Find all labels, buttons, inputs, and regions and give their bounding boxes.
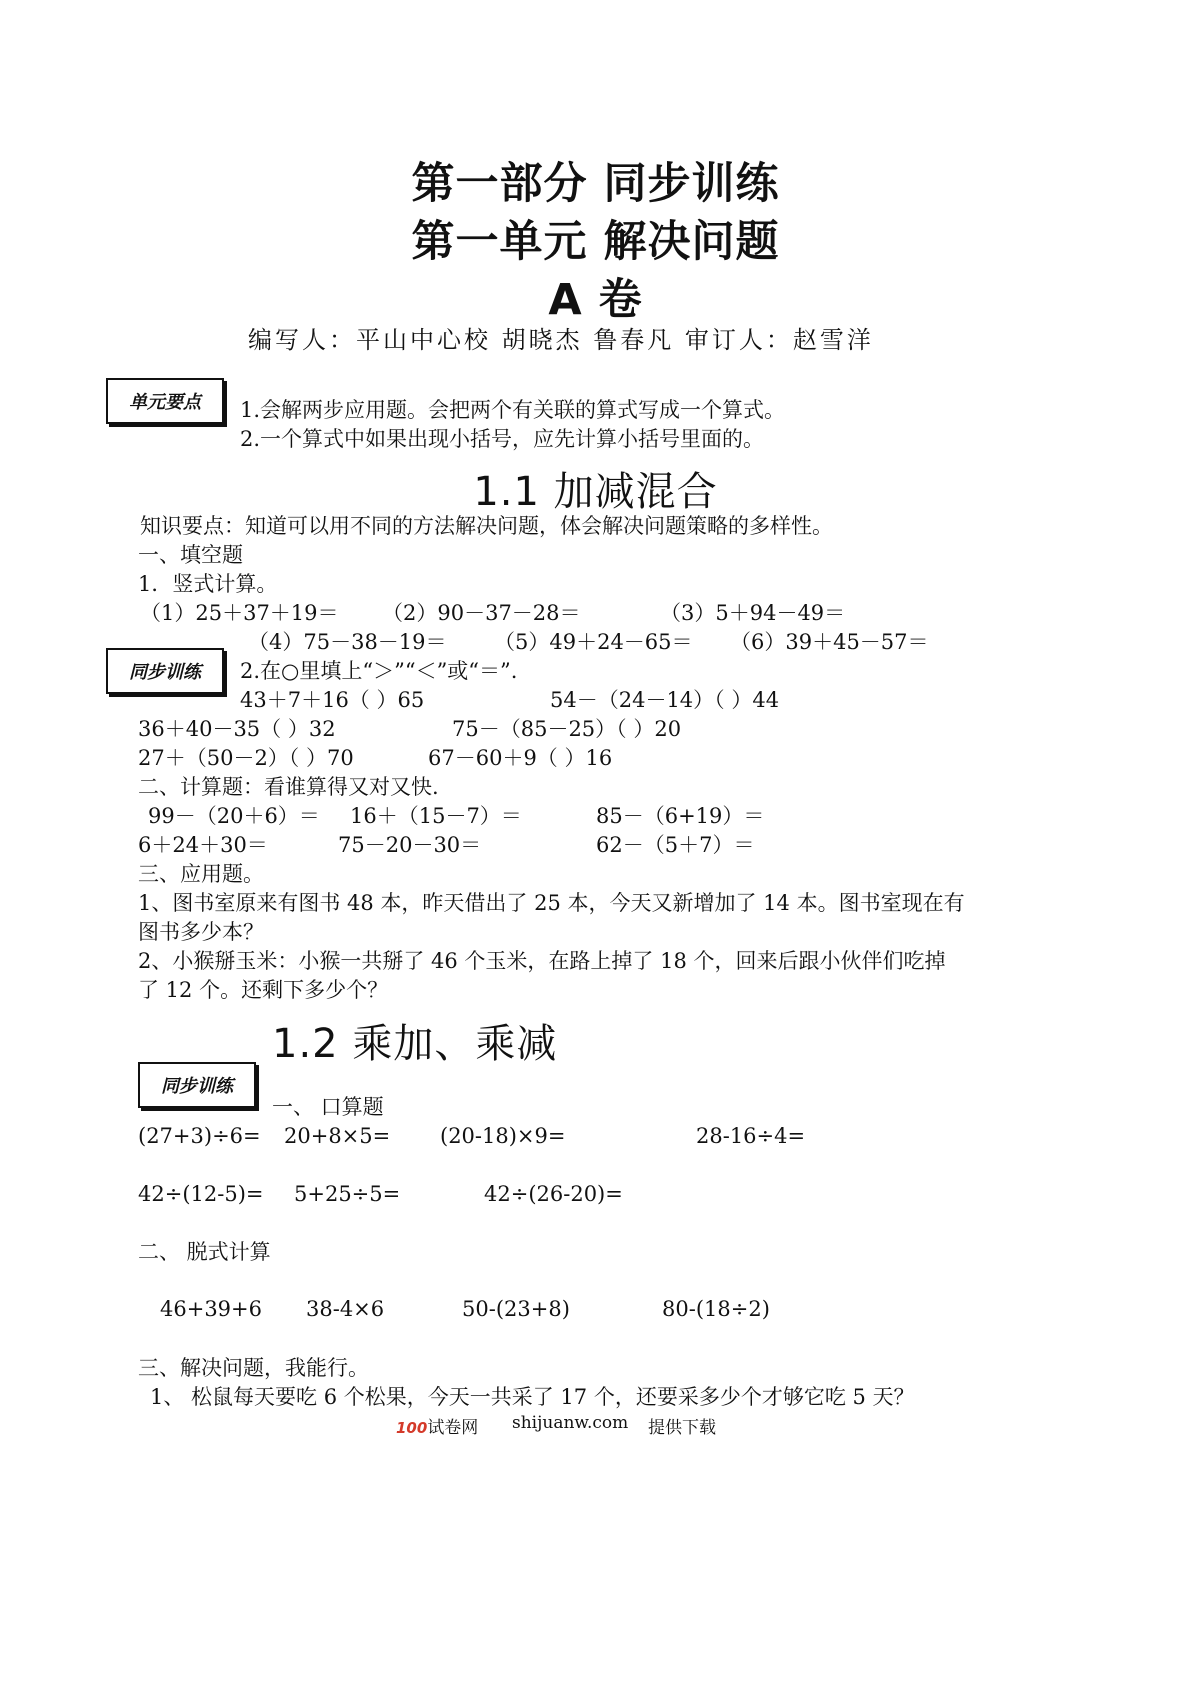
site-logo: 100: [396, 1419, 428, 1437]
authors-line: 编写人：平山中心校 胡晓杰 鲁春凡 审订人：赵雪洋: [248, 326, 874, 354]
footer: [396, 1413, 478, 1438]
section-1-2-title: 1.2 乘加、乘减: [272, 1021, 558, 1067]
step-2: 38-4×6: [306, 1297, 385, 1321]
oral-5: 42÷(12-5)=: [138, 1182, 264, 1206]
calc-heading: 二、计算题：看谁算得又对又快.: [138, 775, 439, 799]
vertical-calc-6: （6）39＋45－57＝: [730, 630, 929, 654]
apply-q1-line2: 图书多少本？: [138, 920, 264, 944]
knowledge-points: 知识要点：知道可以用不同的方法解决问题，体会解决问题策略的多样性。: [140, 514, 833, 538]
calc-2: 16＋（15－7）＝: [350, 804, 522, 828]
footer-note: 提供下载: [648, 1418, 716, 1438]
vertical-calc-5: （5）49＋24－65＝: [494, 630, 693, 654]
step-heading: 二、 脱式计算: [138, 1240, 271, 1264]
fill-heading: 一、填空题: [138, 543, 243, 567]
unit-point-1: 1.会解两步应用题。会把两个有关联的算式写成一个算式。: [240, 398, 786, 422]
oral-3: (20-18)×9=: [440, 1124, 566, 1148]
vertical-calc-1: （1）25＋37＋19＝: [140, 601, 339, 625]
part-title: 第一部分 同步训练: [411, 159, 780, 209]
compare-5: 27＋（50－2）（ ）70: [138, 746, 354, 770]
vertical-calc-2: （2）90－37－28＝: [382, 601, 581, 625]
step-4: 80-(18÷2): [662, 1297, 770, 1321]
oral-heading: 一、 口算题: [272, 1095, 384, 1119]
calc-3: 85－（6+19）＝: [596, 804, 765, 828]
unit-title: 第一单元 解决问题: [411, 217, 780, 267]
apply-q2-line2: 了 12 个。还剩下多少个？: [138, 978, 389, 1002]
calc-4: 6＋24＋30＝: [138, 833, 268, 857]
site-name: 试卷网: [427, 1418, 479, 1438]
apply-q2-line1: 2、小猴掰玉米：小猴一共掰了 46 个玉米，在路上掉了 18 个，回来后跟小伙伴们吃掉: [138, 949, 946, 973]
unit-points-badge: 单元要点: [106, 378, 224, 424]
oral-7: 42÷(26-20)=: [484, 1182, 623, 1206]
section-1-1-title: 1.1 加减混合: [473, 469, 718, 515]
vertical-calc-4: （4）75－38－19＝: [248, 630, 447, 654]
compare-1: 43＋7＋16（ ）65: [240, 688, 425, 712]
paper-title: A 卷: [548, 275, 643, 325]
solve-heading: 三、解决问题，我能行。: [138, 1356, 369, 1380]
apply-heading: 三、应用题。: [138, 862, 264, 886]
step-3: 50-(23+8): [462, 1297, 570, 1321]
oral-1: (27+3)÷6=: [138, 1124, 261, 1148]
solve-q1: 1、 松鼠每天要吃 6 个松果，今天一共采了 17 个，还要采多少个才够它吃 5 天？: [150, 1385, 915, 1409]
unit-point-2: 2.一个算式中如果出现小括号，应先计算小括号里面的。: [240, 427, 765, 451]
compare-2: 54－（24－14）（ ）44: [550, 688, 780, 712]
oral-6: 5+25÷5=: [294, 1182, 401, 1206]
compare-4: 75－（85－25）（ ）20: [452, 717, 682, 741]
sync-training-badge: 同步训练: [106, 648, 224, 694]
step-1: 46+39+6: [160, 1297, 262, 1321]
calc-5: 75－20－30＝: [338, 833, 482, 857]
oral-4: 28-16÷4=: [696, 1124, 806, 1148]
apply-q1-line1: 1、图书室原来有图书 48 本，昨天借出了 25 本，今天又新增加了 14 本。图书室现在有: [138, 891, 965, 915]
vertical-calc-3: （3）5＋94－49＝: [660, 601, 846, 625]
calc-1: 99－（20＋6）＝: [148, 804, 320, 828]
site-url[interactable]: shijuanw.com: [512, 1413, 629, 1433]
compare-3: 36＋40－35（ ）32: [138, 717, 336, 741]
q1-title: 1．竖式计算。: [138, 572, 278, 596]
q2-title: 2.在○里填上“＞”“＜”或“＝”.: [240, 659, 518, 683]
sync-training-badge-2: 同步训练: [138, 1062, 256, 1108]
calc-6: 62－（5＋7）＝: [596, 833, 755, 857]
compare-6: 67－60＋9（ ）16: [428, 746, 613, 770]
oral-2: 20+8×5=: [284, 1124, 391, 1148]
